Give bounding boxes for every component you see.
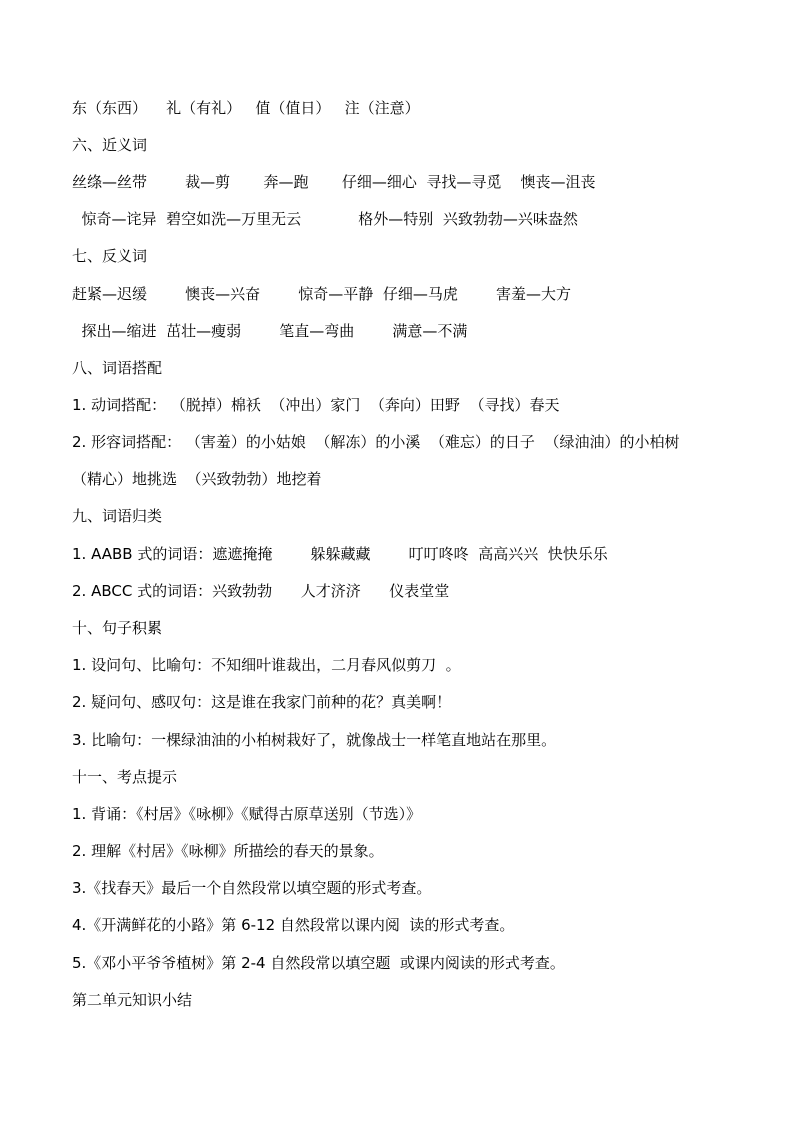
text-line-char-words: 东（东西） 礼（有礼） 值（值日） 注（注意）: [72, 99, 420, 117]
section-heading-synonyms: 六、近义词: [72, 136, 148, 154]
text-line-verb-collocation: 1. 动词搭配： （脱掉）棉袄 （冲出）家门 （奔向）田野 （寻找）春天: [72, 396, 560, 414]
text-line-sentence-1: 1. 设问句、比喻句：不知细叶谁裁出，二月春风似剪刀 。: [72, 656, 461, 674]
text-line-sentence-2: 2. 疑问句、感叹句：这是谁在我家门前种的花？真美啊！: [72, 693, 452, 711]
section-heading-antonyms: 七、反义词: [72, 247, 148, 265]
text-line-tip-5: 5.《邓小平爷爷植树》第 2-4 自然段常以填空题 或课内阅读的形式考查。: [72, 954, 565, 972]
text-line-aabb: 1. AABB 式的词语：遮遮掩掩 躲躲藏藏 叮叮咚咚 高高兴兴 快快乐乐: [72, 545, 608, 563]
section-heading-collocation: 八、词语搭配: [72, 359, 163, 377]
text-line-abcc: 2. ABCC 式的词语：兴致勃勃 人才济济 仪表堂堂: [72, 582, 450, 600]
text-line-synonyms-2: 惊奇—诧异 碧空如洗—万里无云 格外—特别 兴致勃勃—兴味盎然: [72, 210, 578, 228]
text-line-tip-2: 2. 理解《村居》《咏柳》所描绘的春天的景象。: [72, 842, 384, 860]
section-heading-sentences: 十、句子积累: [72, 619, 163, 637]
text-line-tip-4: 4.《开满鲜花的小路》第 6-12 自然段常以课内阅 读的形式考查。: [72, 916, 515, 934]
section-heading-exam-tips: 十一、考点提示: [72, 768, 178, 786]
text-line-adj-collocation: 2. 形容词搭配： （害羞）的小姑娘 （解冻）的小溪 （难忘）的日子 （绿油油）的小柏树: [72, 433, 680, 451]
text-line-adv-collocation: （精心）地挑选 （兴致勃勃）地挖着: [72, 470, 322, 488]
text-line-tip-3: 3.《找春天》最后一个自然段常以填空题的形式考查。: [72, 879, 432, 897]
section-heading-unit-summary: 第二单元知识小结: [72, 991, 193, 1009]
text-line-tip-1: 1. 背诵：《村居》《咏柳》《赋得古原草送别（节选）》: [72, 805, 422, 823]
text-line-antonyms-1: 赶紧—迟缓 懊丧—兴奋 惊奇—平静 仔细—马虎 害羞—大方: [72, 285, 571, 303]
text-line-sentence-3: 3. 比喻句：一棵绿油油的小柏树栽好了，就像战士一样笔直地站在那里。: [72, 731, 557, 749]
text-line-antonyms-2: 探出—缩进 茁壮—瘦弱 笔直—弯曲 满意—不满: [72, 322, 468, 340]
section-heading-classify: 九、词语归类: [72, 507, 163, 525]
text-line-synonyms-1: 丝绦—丝带 裁—剪 奔—跑 仔细—细心 寻找—寻觅 懊丧—沮丧: [72, 173, 596, 191]
